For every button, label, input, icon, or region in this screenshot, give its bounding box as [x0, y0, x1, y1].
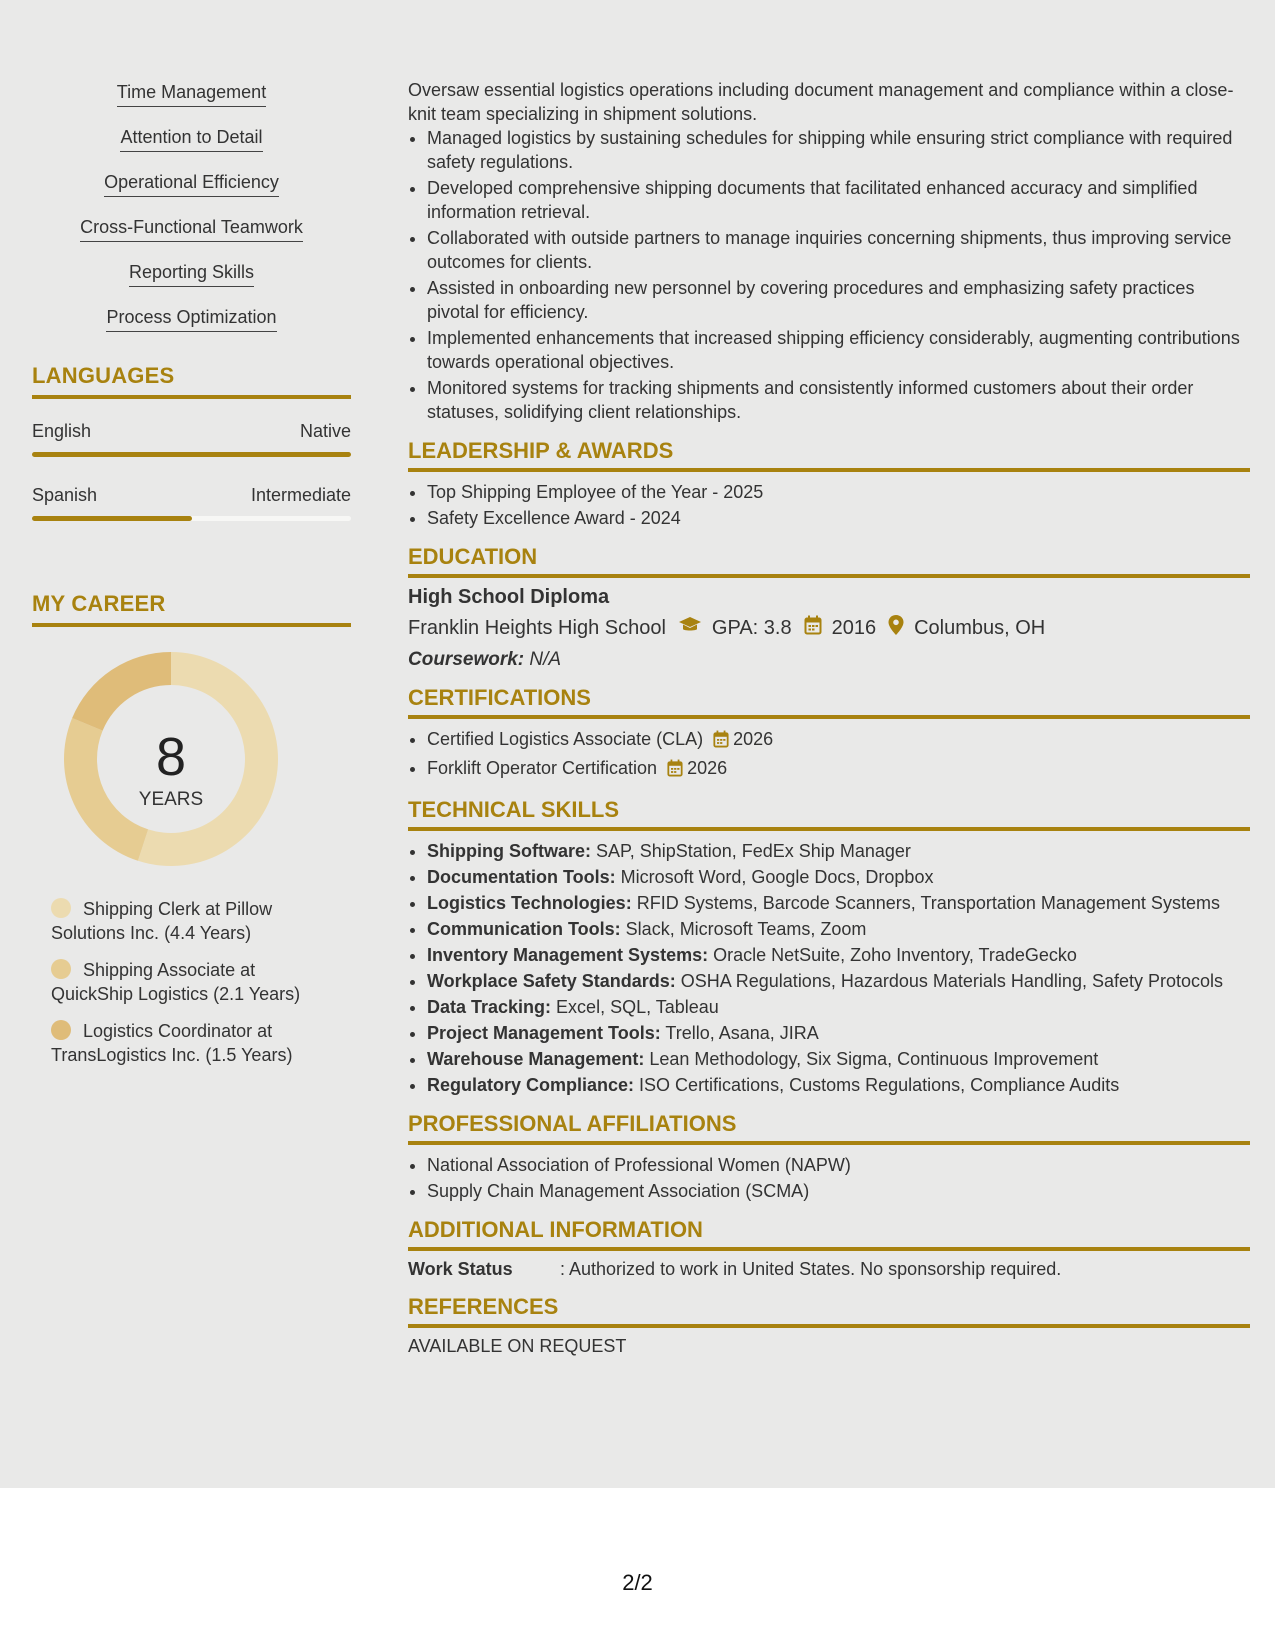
education-details — [408, 615, 1250, 641]
career-donut-segment — [64, 718, 148, 861]
language-name: English — [32, 421, 92, 441]
language-bar-fill — [32, 516, 192, 521]
skill-item: Time Management — [32, 80, 351, 108]
language-level: Intermediate — [250, 485, 351, 505]
list-item: • Inventory Management Systems: Oracle NetSuite, Zoho Inventory, TradeGecko — [427, 943, 1250, 967]
career-donut-chart — [32, 627, 351, 897]
references-heading: REFERENCES — [408, 1294, 1250, 1328]
list-item: • Monitored systems for tracking shipments and consistently informed customers about their order statuses, solidifying client relationships. — [427, 376, 1250, 424]
career-unit: YEARS — [138, 789, 204, 810]
language-bar — [32, 452, 351, 457]
graduation-cap-icon — [678, 616, 702, 640]
right-column — [408, 78, 1250, 1357]
career-heading: MY CAREER — [32, 591, 351, 627]
legend-dot — [51, 959, 71, 979]
gpa: GPA: 3.8 — [711, 616, 792, 639]
legend-item: Logistics Coordinator at TransLogistics Inc. (1.5 Years) — [51, 1021, 293, 1065]
school-location: Columbus, OH — [914, 616, 1046, 639]
career-total: 8 — [155, 727, 187, 787]
coursework: Coursework: N/A — [408, 649, 562, 670]
language-english — [32, 421, 351, 457]
legend-dot — [51, 1020, 71, 1040]
work-status-value: : Authorized to work in United States. No sponsorship required. — [560, 1259, 1062, 1279]
language-spanish — [32, 485, 351, 521]
skill-item: Reporting Skills — [32, 260, 351, 288]
list-item: • Warehouse Management: Lean Methodology, Six Sigma, Continuous Improvement — [427, 1047, 1250, 1071]
work-status-label: Work Status — [408, 1259, 513, 1279]
skill-item: Process Optimization — [32, 305, 351, 333]
list-item: • Supply Chain Management Association (SCMA) — [427, 1179, 1250, 1203]
awards-list — [408, 480, 1250, 530]
skill-item: Cross-Functional Teamwork — [32, 215, 351, 243]
calendar-icon — [804, 615, 822, 641]
calendar-icon — [713, 730, 729, 754]
list-item: • Implemented enhancements that increased shipping efficiency considerably, augmenting contributions towards operational objectives. — [427, 326, 1250, 374]
list-item: • Forklift Operator Certification 2026 — [427, 756, 1250, 783]
career-donut-segment — [72, 652, 171, 731]
work-status-row — [408, 1259, 1250, 1280]
list-item: • Communication Tools: Slack, Microsoft Teams, Zoom — [427, 917, 1250, 941]
language-name: Spanish — [32, 485, 98, 505]
technical-skills-heading: TECHNICAL SKILLS — [408, 797, 1250, 831]
page-number: 2/2 — [622, 1570, 653, 1595]
languages-heading: LANGUAGES — [32, 363, 351, 399]
skills-list — [32, 80, 351, 333]
graduation-year: 2016 — [831, 616, 877, 639]
affiliations-list — [408, 1153, 1250, 1203]
list-item: • Documentation Tools: Microsoft Word, Google Docs, Dropbox — [427, 865, 1250, 889]
school-name: Franklin Heights High School — [408, 616, 666, 639]
list-item: • Developed comprehensive shipping documents that facilitated enhanced accuracy and simplified information retrieval. — [427, 176, 1250, 224]
list-item: • Workplace Safety Standards: OSHA Regulations, Hazardous Materials Handling, Safety Protocols — [427, 969, 1250, 993]
language-level: Native — [299, 421, 351, 441]
list-item: • Certified Logistics Associate (CLA) 2026 — [427, 727, 1250, 754]
experience-summary: Oversaw essential logistics operations including document management and compliance within a close-knit team specializing in shipment solutions. — [408, 80, 1234, 124]
list-item: • Project Management Tools: Trello, Asana, JIRA — [427, 1021, 1250, 1045]
list-item: • Top Shipping Employee of the Year - 2025 — [427, 480, 1250, 504]
technical-skills-list — [408, 839, 1250, 1097]
list-item: • Collaborated with outside partners to manage inquiries concerning shipments, thus improving service outcomes for clients. — [427, 226, 1250, 274]
career-legend — [51, 897, 351, 1067]
language-bar-fill — [32, 452, 351, 457]
legend-dot — [51, 898, 71, 918]
experience-bullets — [408, 126, 1250, 424]
list-item: • Regulatory Compliance: ISO Certifications, Customs Regulations, Compliance Audits — [427, 1073, 1250, 1097]
list-item: • Safety Excellence Award - 2024 — [427, 506, 1250, 530]
certifications-list — [408, 727, 1250, 783]
career-donut-wrap — [32, 627, 351, 897]
awards-heading: LEADERSHIP & AWARDS — [408, 438, 1250, 472]
calendar-icon — [667, 759, 683, 783]
affiliations-heading: PROFESSIONAL AFFILIATIONS — [408, 1111, 1250, 1145]
legend-item: Shipping Associate at QuickShip Logistics (2.1 Years) — [51, 960, 301, 1004]
language-bar — [32, 516, 351, 521]
references-text: AVAILABLE ON REQUEST — [408, 1336, 627, 1356]
education-heading: EDUCATION — [408, 544, 1250, 578]
additional-info-heading: ADDITIONAL INFORMATION — [408, 1217, 1250, 1251]
skill-item: Attention to Detail — [32, 125, 351, 153]
list-item: • Managed logistics by sustaining schedules for shipping while ensuring strict compliance with required safety regulations. — [427, 126, 1250, 174]
left-column — [32, 80, 351, 1080]
list-item: • National Association of Professional Women (NAPW) — [427, 1153, 1250, 1177]
list-item: • Assisted in onboarding new personnel by covering procedures and emphasizing safety practices pivotal for efficiency. — [427, 276, 1250, 324]
list-item: • Shipping Software: SAP, ShipStation, FedEx Ship Manager — [427, 839, 1250, 863]
list-item: • Data Tracking: Excel, SQL, Tableau — [427, 995, 1250, 1019]
location-pin-icon — [888, 615, 904, 641]
degree-title: High School Diploma — [408, 586, 610, 608]
list-item: • Logistics Technologies: RFID Systems, Barcode Scanners, Transportation Management Systems — [427, 891, 1250, 915]
skill-item: Operational Efficiency — [32, 170, 351, 198]
certifications-heading: CERTIFICATIONS — [408, 685, 1250, 719]
legend-item: Shipping Clerk at Pillow Solutions Inc. (4.4 Years) — [51, 899, 273, 943]
